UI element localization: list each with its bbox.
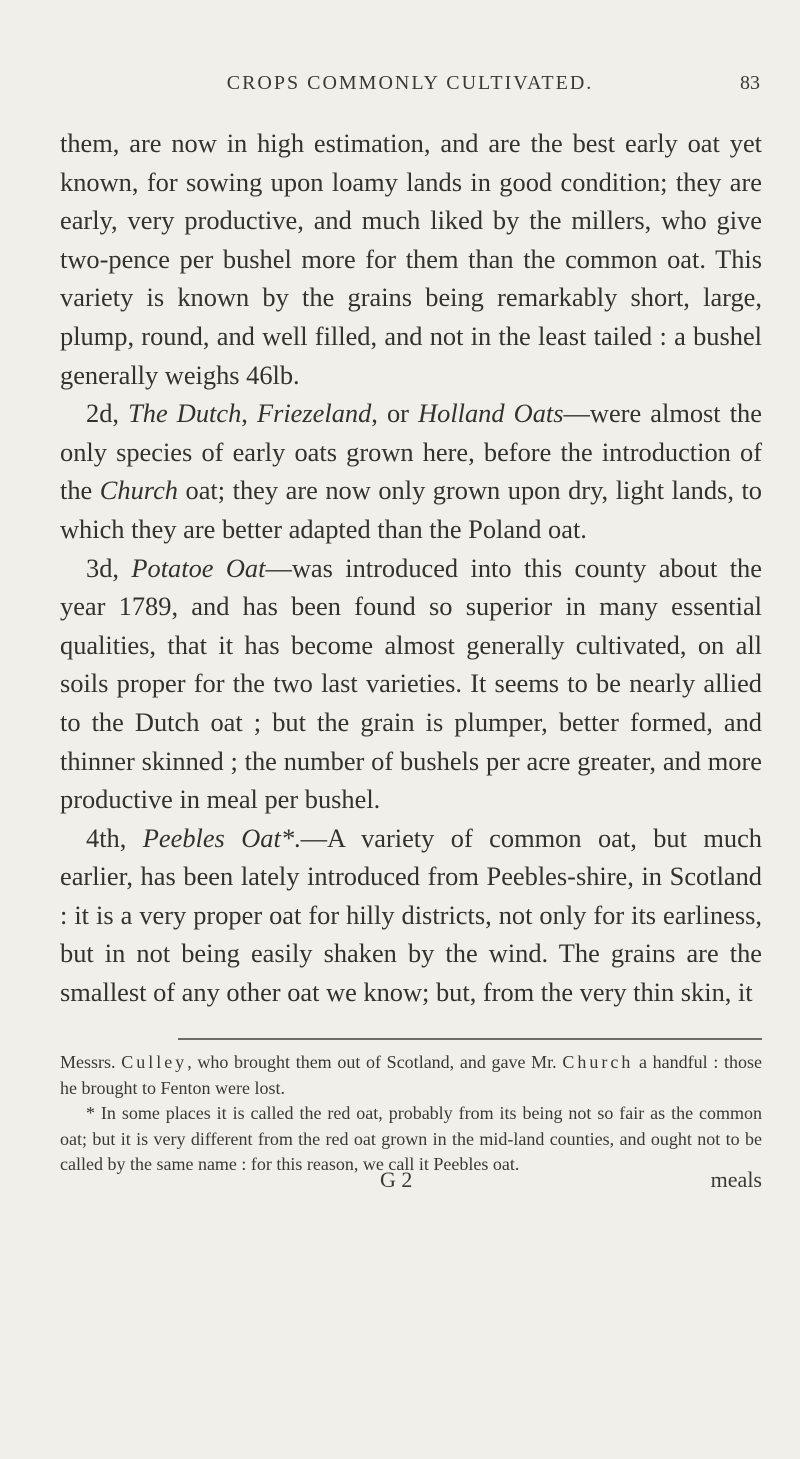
- emphasis: Church: [99, 475, 178, 506]
- item-number: 2d,: [86, 398, 119, 429]
- item-title: Friezeland: [256, 398, 372, 429]
- item-title: Potatoe Oat: [131, 552, 266, 583]
- paragraph-continuation: them, are now in high estimation, and are the best early oat yet known, for sowing upon loamy lands in good condition; they are early, very productive, and much liked by the millers, who give two-pence per bushel more for them than the common oat. This variety is known by the grains being remarkably short, large, plump, round, and well filled, and not in the least tailed : a bushel generally weighs 46lb.: [60, 128, 762, 390]
- item-number: 4th,: [86, 822, 127, 853]
- item-text: —was introduced into this county about the year 1789, and has been found so superior in many essential qualities, that it has become almost generally cultivated, on all soils proper for the two last varieties. It seems to be nearly allied to the Dutch oat ; but the grain is plumper, better formed, and thinner skinned ; the number of bushels per acre greater, and more productive in meal per bushel.: [60, 552, 762, 815]
- paragraph-peebles-oat: [60, 819, 762, 1012]
- item-number: 3d,: [86, 552, 119, 583]
- paragraph-dutch-oats: [60, 394, 762, 548]
- item-text: .—A variety of common oat, but much earlier, has been lately introduced from Peebles-shire, in Scotland : it is a very proper oat for hilly districts, not only for its earliness, but in not being easily shaken by the wind. The grains are the smallest of any other oat we know; but, from the very thin skin, it: [60, 822, 763, 1008]
- footnote-rule: [178, 1038, 762, 1040]
- footnote-text: Messrs.: [60, 1052, 122, 1072]
- footnotes: [60, 1050, 762, 1178]
- item-title: The Dutch: [128, 398, 242, 429]
- running-head: CROPS COMMONLY CULTIVATED.: [226, 72, 594, 94]
- item-title: Peebles Oat*: [142, 822, 295, 853]
- item-text: —were almost the only species of early oats grown here, before the introduction of the: [60, 398, 762, 506]
- item-text: oat; they are now only grown upon dry, light lands, to which they are better adapted than the Poland oat.: [60, 475, 762, 544]
- footnote-1: [60, 1050, 762, 1101]
- page-footer: [60, 1167, 762, 1199]
- footnote-name: Culley: [121, 1052, 188, 1072]
- paragraph-potatoe-oat: [60, 549, 762, 819]
- body-text: [60, 124, 762, 1012]
- footnote-text: a handful : those he brought to Fenton were lost.: [60, 1052, 762, 1098]
- signature-mark: G 2: [380, 1167, 413, 1192]
- catchword: meals: [710, 1167, 762, 1192]
- page-number: 83: [740, 72, 760, 94]
- footnote-text: , who brought them out of Scotland, and gave Mr.: [187, 1052, 563, 1072]
- footnote-name: Church: [562, 1052, 634, 1072]
- footnote-2: * In some places it is called the red oat, probably from its being not so fair as the common oat; but it is very different from the red oat grown in the mid-land counties, and ought not to be called by the same name : for this reason, we call it Peebles oat.: [60, 1103, 762, 1174]
- separator: , or: [371, 398, 419, 429]
- page-header: [60, 66, 760, 106]
- separator: ,: [241, 398, 257, 429]
- item-title: Holland Oats: [418, 398, 564, 429]
